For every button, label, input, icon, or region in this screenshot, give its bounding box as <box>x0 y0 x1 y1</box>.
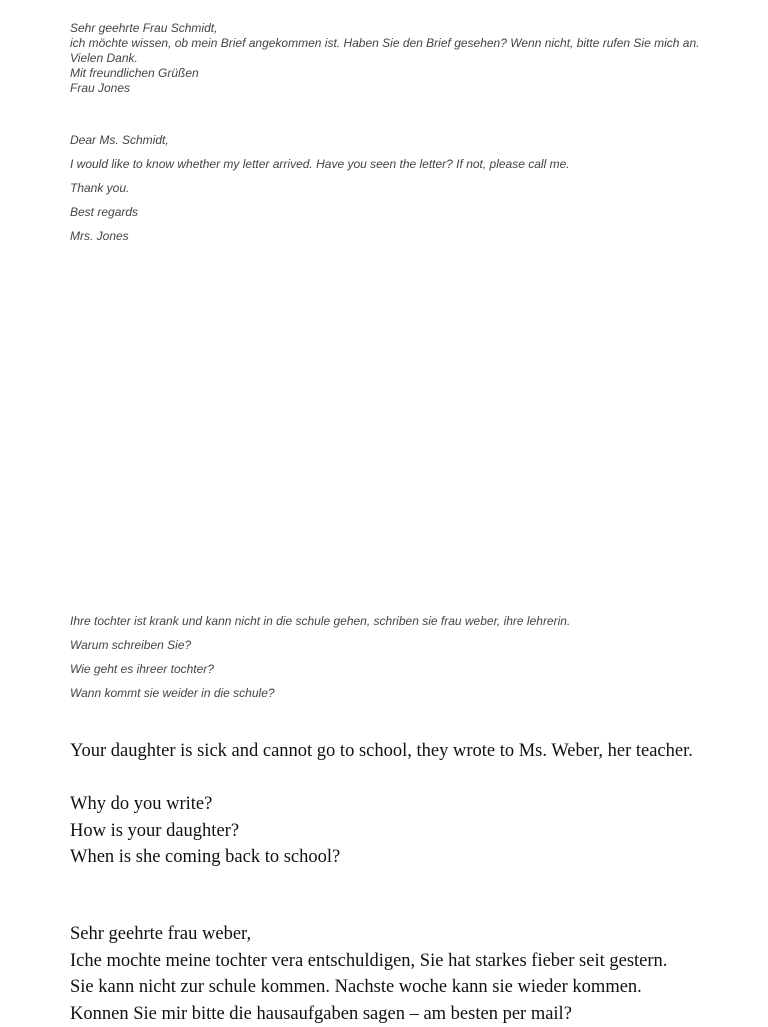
german-letter-closing: Mit freundlichen Grüßen <box>70 66 738 81</box>
german-letter-thanks: Vielen Dank. <box>70 51 738 66</box>
english-letter-thanks: Thank you. <box>70 181 738 196</box>
german-letter-salutation: Sehr geehrte Frau Schmidt, <box>70 21 738 36</box>
reply-line-2: Sie kann nicht zur schule kommen. Nachste woche kann sie wieder kommen. <box>70 974 738 1001</box>
reply-salutation: Sehr geehrte frau weber, <box>70 921 738 948</box>
german-task <box>70 614 738 710</box>
blank-line <box>70 765 738 792</box>
reply-line-1: Iche mochte meine tochter vera entschuldigen, Sie hat starkes fieber seit gestern. <box>70 948 738 975</box>
english-letter-body: I would like to know whether my letter arrived. Have you seen the letter? If not, please call me. <box>70 157 738 172</box>
german-task-question-3: Wann kommt sie weider in die schule? <box>70 686 738 701</box>
english-task <box>70 738 738 871</box>
english-task-intro: Your daughter is sick and cannot go to school, they wrote to Ms. Weber, her teacher. <box>70 738 738 765</box>
english-task-question-2: How is your daughter? <box>70 818 738 845</box>
german-task-intro: Ihre tochter ist krank und kann nicht in die schule gehen, schriben sie frau weber, ihre lehrerin. <box>70 614 738 629</box>
english-letter-signature: Mrs. Jones <box>70 229 738 244</box>
english-letter-salutation: Dear Ms. Schmidt, <box>70 133 738 148</box>
german-letter <box>70 21 738 96</box>
german-task-question-1: Warum schreiben Sie? <box>70 638 738 653</box>
german-task-question-2: Wie geht es ihreer tochter? <box>70 662 738 677</box>
german-letter-signature: Frau Jones <box>70 81 738 96</box>
english-letter <box>70 133 738 253</box>
english-letter-closing: Best regards <box>70 205 738 220</box>
english-task-question-3: When is she coming back to school? <box>70 844 738 871</box>
german-letter-body: ich möchte wissen, ob mein Brief angekommen ist. Haben Sie den Brief gesehen? Wenn nicht, bitte rufen Sie mich an. <box>70 36 738 51</box>
reply-letter <box>70 921 738 1027</box>
english-task-question-1: Why do you write? <box>70 791 738 818</box>
reply-line-3: Konnen Sie mir bitte die hausaufgaben sagen – am besten per mail? <box>70 1001 738 1027</box>
